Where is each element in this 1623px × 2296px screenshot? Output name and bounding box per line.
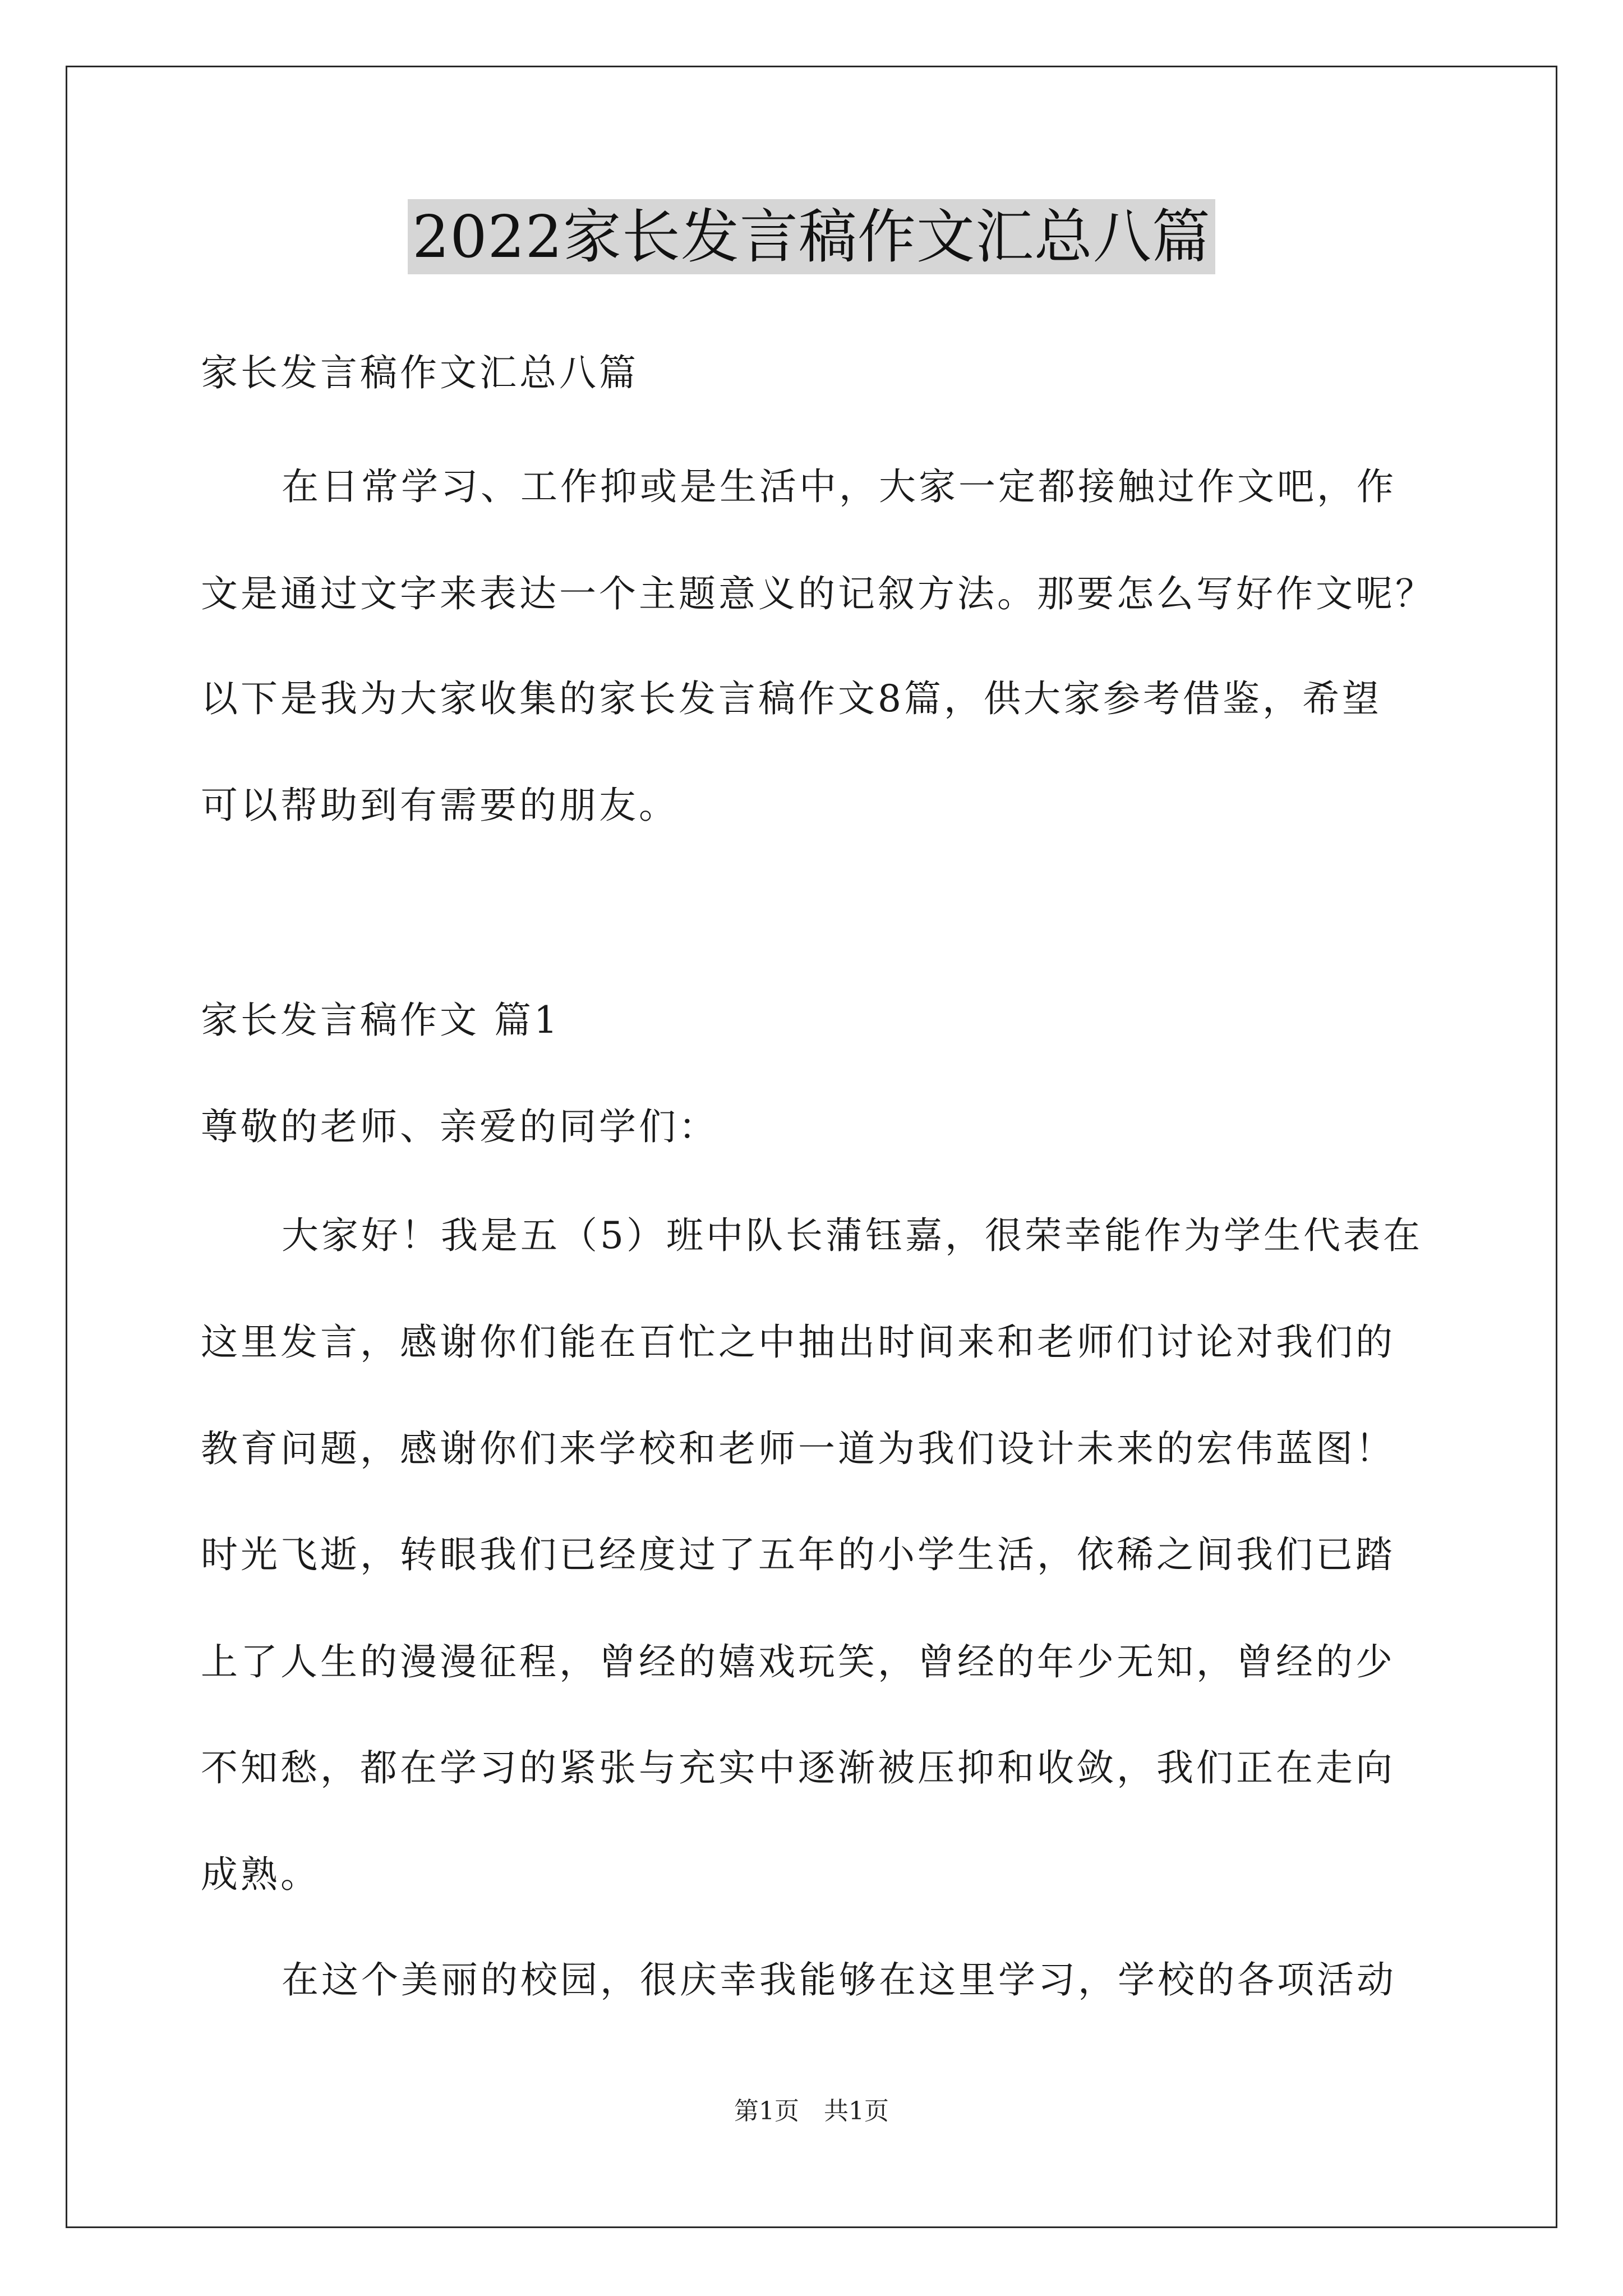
intro-line-2: 文是通过文字来表达一个主题意义的记叙方法。那要怎么写好作文呢？ <box>201 572 1435 615</box>
body-line-6: 不知愁，都在学习的紧张与充实中逐渐被压抑和收敛，我们正在走向 <box>201 1746 1395 1789</box>
greeting: 尊敬的老师、亲爱的同学们： <box>201 1105 718 1148</box>
section-heading: 家长发言稿作文 篇1 <box>201 999 560 1042</box>
body-line-2: 这里发言，感谢你们能在百忙之中抽出时间来和老师们讨论对我们的 <box>201 1320 1395 1364</box>
body-line-5: 上了人生的漫漫征程，曾经的嬉戏玩笑，曾经的年少无知，曾经的少 <box>201 1640 1395 1683</box>
subtitle: 家长发言稿作文汇总八篇 <box>201 351 639 394</box>
body-line-4: 时光飞逝，转眼我们已经度过了五年的小学生活，依稀之间我们已踏 <box>201 1533 1395 1576</box>
body-line-8: 在这个美丽的校园，很庆幸我能够在这里学习，学校的各项活动 <box>282 1958 1396 2001</box>
body-line-7: 成熟。 <box>201 1853 320 1896</box>
page-footer: 第1页 共1页 <box>734 2097 889 2125</box>
intro-line-1: 在日常学习、工作抑或是生活中，大家一定都接触过作文吧，作 <box>282 465 1396 508</box>
body-line-3: 教育问题，感谢你们来学校和老师一道为我们设计未来的宏伟蓝图！ <box>201 1427 1395 1470</box>
intro-line-4: 可以帮助到有需要的朋友。 <box>201 784 679 827</box>
intro-line-3: 以下是我为大家收集的家长发言稿作文8篇，供大家参考借鉴，希望 <box>201 677 1382 720</box>
document-title: 2022家长发言稿作文汇总八篇 <box>408 199 1215 274</box>
body-line-1: 大家好！我是五（5）班中队长蒲钰嘉，很荣幸能作为学生代表在 <box>282 1214 1423 1257</box>
title-wrap <box>0 199 1623 274</box>
